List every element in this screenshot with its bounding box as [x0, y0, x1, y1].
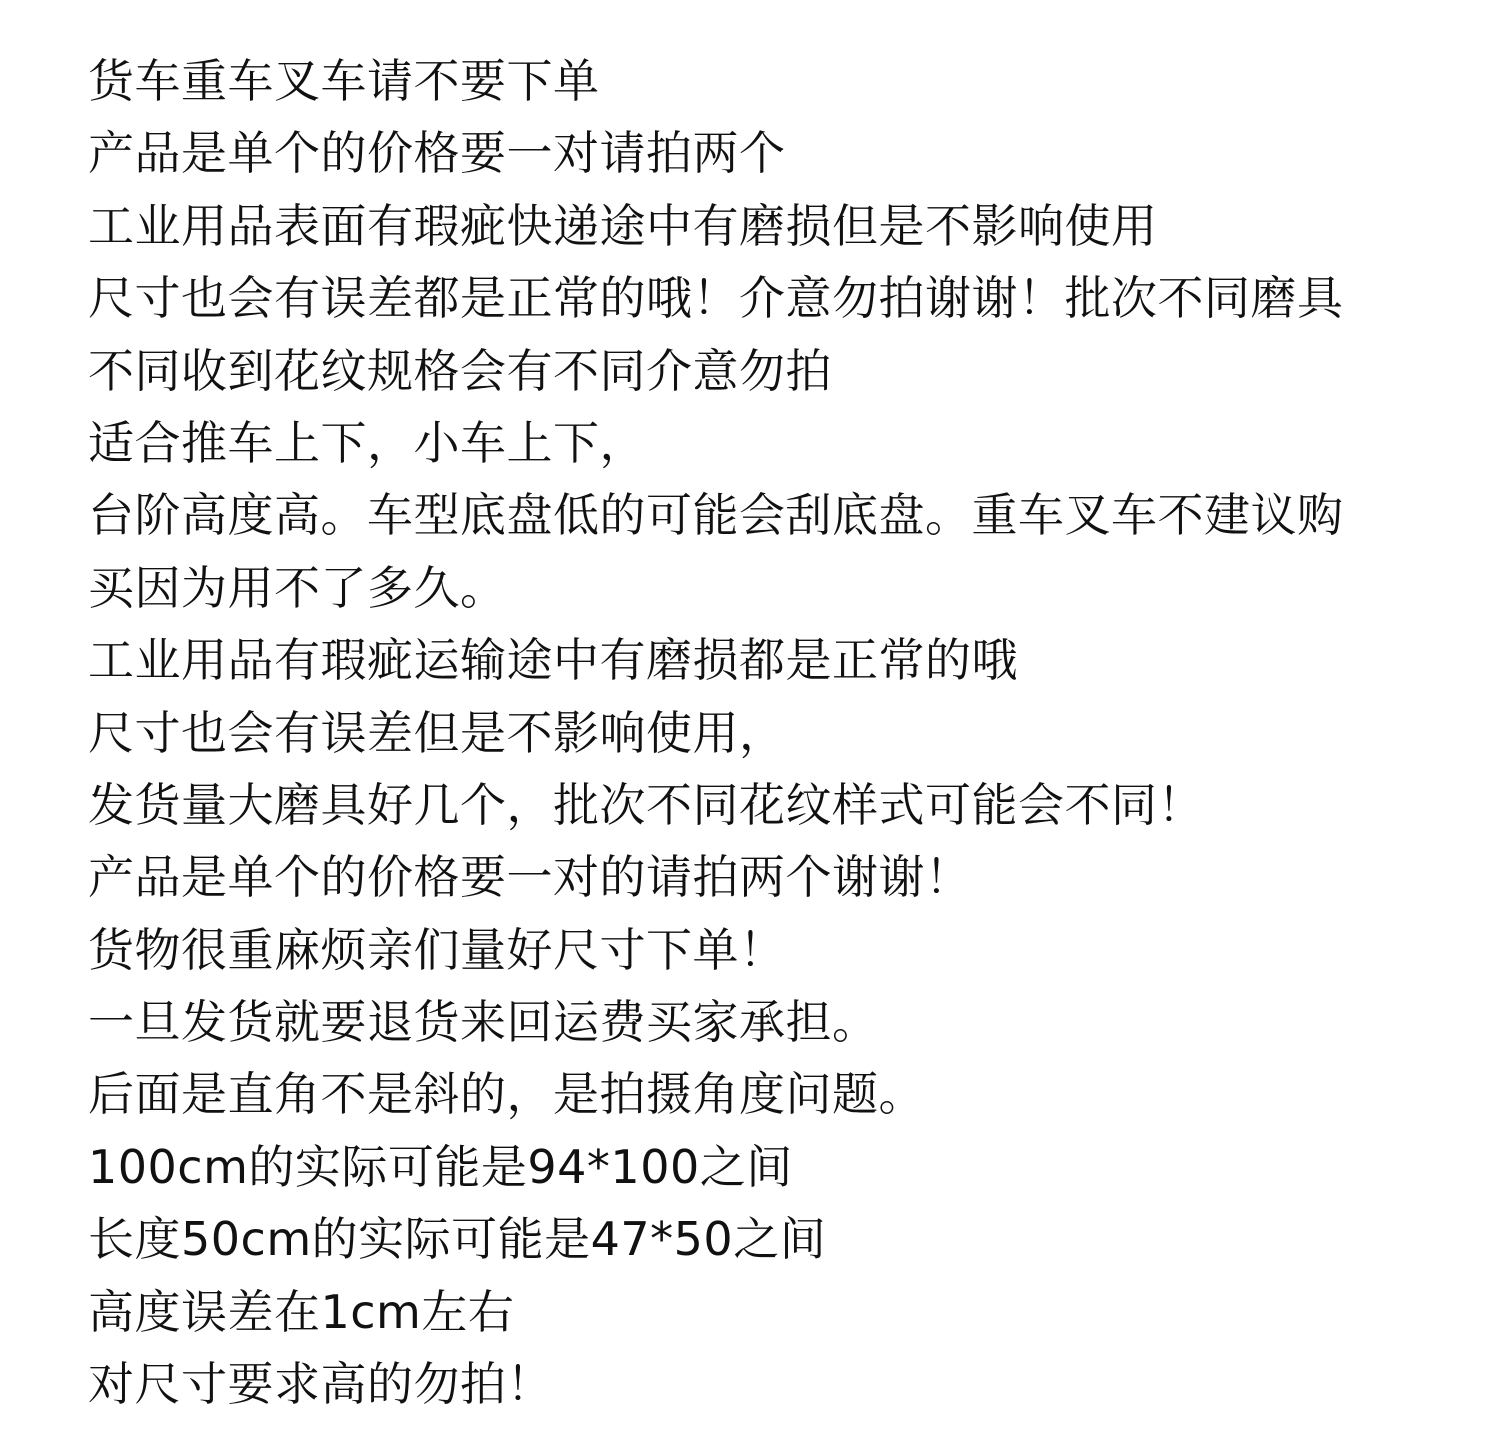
- notice-line-7: 台阶高度高。车型底盘低的可能会刮底盘。重车叉车不建议购: [88, 488, 1344, 543]
- notice-line-9: 工业用品有瑕疵运输途中有磨损都是正常的哦: [88, 633, 1018, 688]
- notice-line-11: 发货量大磨具好几个，批次不同花纹样式可能会不同！: [88, 777, 1204, 832]
- notice-line-5: 不同收到花纹规格会有不同介意勿拍: [88, 343, 832, 398]
- notice-line-8: 买因为用不了多久。: [88, 560, 507, 615]
- notice-text-block: [88, 45, 1428, 1420]
- notice-line-18: 高度误差在1cm左右: [88, 1284, 515, 1339]
- notice-line-19: 对尺寸要求高的勿拍！: [88, 1357, 553, 1412]
- notice-line-10: 尺寸也会有误差但是不影响使用，: [88, 705, 786, 760]
- notice-line-16: 100cm的实际可能是94*100之间: [88, 1139, 793, 1194]
- notice-line-6: 适合推车上下，小车上下，: [88, 415, 646, 470]
- notice-line-12: 产品是单个的价格要一对的请拍两个谢谢！: [88, 850, 972, 905]
- notice-line-17: 长度50cm的实际可能是47*50之间: [88, 1212, 827, 1267]
- notice-line-14: 一旦发货就要退货来回运费买家承担。: [88, 995, 879, 1050]
- notice-line-13: 货物很重麻烦亲们量好尺寸下单！: [88, 922, 786, 977]
- notice-line-2: 产品是单个的价格要一对请拍两个: [88, 126, 786, 181]
- notice-line-4: 尺寸也会有误差都是正常的哦！介意勿拍谢谢！批次不同磨具: [88, 271, 1344, 326]
- notice-line-3: 工业用品表面有瑕疵快递途中有磨损但是不影响使用: [88, 198, 1158, 253]
- notice-line-15: 后面是直角不是斜的，是拍摄角度问题。: [88, 1067, 925, 1122]
- notice-line-1: 货车重车叉车请不要下单: [88, 54, 600, 108]
